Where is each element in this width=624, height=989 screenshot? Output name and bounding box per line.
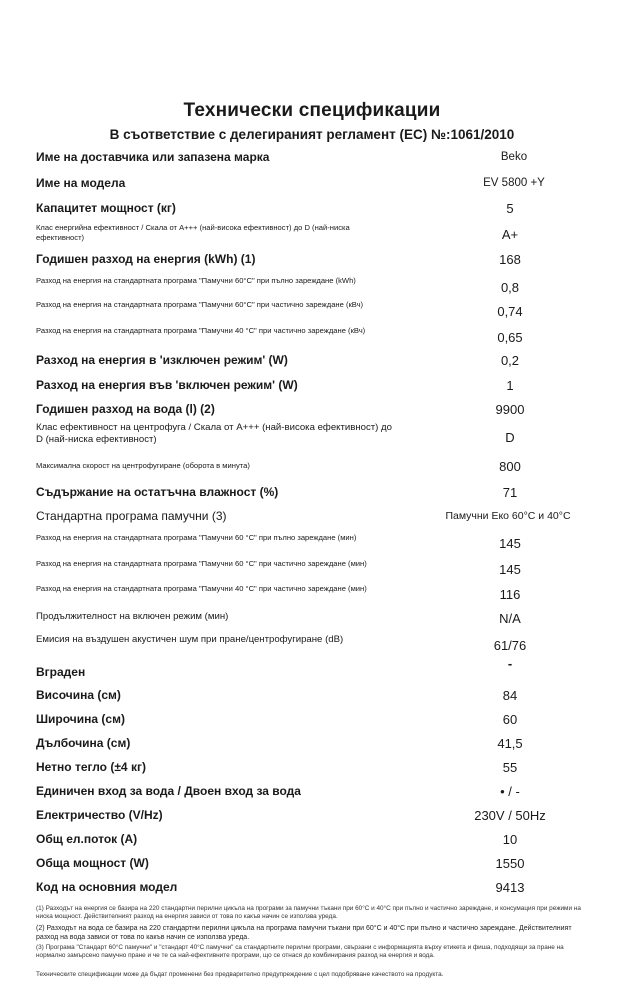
spec-label: Продължителност на включен режим (мин) (36, 611, 229, 622)
spec-value: Памучни Еко 60°C и 40°C (445, 510, 571, 522)
spec-label: Име на модела (36, 176, 126, 190)
spec-label: Съдържание на остатъчна влажност (%) (36, 485, 279, 499)
spec-value: 5 (506, 201, 514, 216)
spec-label: Електричество (V/Hz) (36, 808, 163, 822)
spec-label: Годишен разход на енергия (kWh) (1) (36, 252, 256, 266)
spec-label: Единичен вход за вода / Двоен вход за вода (36, 784, 301, 798)
spec-label: Нетно тегло (±4 кг) (36, 760, 146, 774)
spec-label: Дълбочина (см) (36, 736, 131, 750)
spec-value: 230V / 50Hz (474, 808, 546, 823)
spec-label: Разход на енергия в 'изключен режим' (W) (36, 353, 288, 367)
spec-label: Максимална скорост на центрофугиране (оборота в минута) (36, 461, 250, 470)
spec-value: 168 (499, 252, 521, 267)
spec-value: 145 (499, 562, 521, 577)
spec-label: Разход на енергия на стандартната програма "Памучни 40 °C" при частично зареждане (мин) (36, 584, 367, 593)
spec-label: Обща мощност (W) (36, 856, 149, 870)
spec-label: Капацитет мощност (кг) (36, 201, 176, 215)
spec-label: Код на основния модел (36, 880, 178, 894)
spec-value: 55 (502, 760, 518, 775)
spec-value: EV 5800 +Y (483, 177, 545, 189)
footnote-3: (3) Програма "Стандарт 60°C памучни" и "стандарт 40°C памучни" са стандартните перилни програми, свързани с информацията върху етикета и фиша, подходящи за пране на нормално замърсено памучно пране и че те са най-ефективните програми, що се отнася до комбинирания разход на енергия и вода. (36, 944, 564, 959)
page-subtitle: В съответствие с делегираният регламент (ЕС) №:1061/2010 (109, 127, 515, 142)
spec-value: 9413 (495, 880, 525, 895)
spec-value: 800 (499, 459, 521, 474)
spec-label: Вграден (36, 665, 86, 679)
spec-value: Beko (500, 151, 528, 163)
spec-value: D (505, 430, 515, 445)
spec-value: 1 (506, 378, 514, 393)
spec-label: Разход на енергия на стандартната програма "Памучни 60°C" при пълно зареждане (kWh) (36, 276, 356, 285)
spec-value: 0,65 (497, 330, 523, 345)
spec-value: 145 (499, 536, 521, 551)
spec-value: • / - (500, 784, 520, 799)
spec-label: Име на доставчика или запазена марка (36, 150, 270, 164)
spec-value: 60 (502, 712, 518, 727)
spec-value: N/A (499, 611, 521, 626)
spec-value: 41,5 (497, 736, 523, 751)
spec-label: Клас ефективност на центрофуга / Скала от A+++ (най-висока ефективност) до D (най-ниска ефективност) (36, 422, 392, 445)
spec-value: A+ (501, 227, 519, 242)
spec-label: Стандартна програма памучни (3) (36, 509, 227, 523)
spec-value: 84 (502, 688, 518, 703)
spec-value: 1550 (495, 856, 525, 871)
spec-label: Разход на енергия на стандартната програма "Памучни 40 °C" при частично зареждане (кВч) (36, 326, 366, 335)
spec-value: 116 (499, 587, 521, 602)
spec-value: 0,74 (497, 304, 523, 319)
spec-value: 71 (502, 485, 518, 500)
spec-value: 0,8 (500, 280, 520, 295)
spec-label: Клас енергийна ефективност / Скала от A+++ (най-висока ефективност) до D (най-ниска ефективност) (36, 223, 350, 242)
spec-label: Разход на енергия на стандартната програма "Памучни 60 °C" при пълно зареждане (мин) (36, 533, 357, 542)
footnote-1: (1) Разходът на енергия се базира на 220 стандартни перилни цикъла на програми за памучни тъкани при 60°C и 40°C при пълно и частично зареждане, и консумация при режими на ниска мощност. Действителният разход на енергия зависи от това по какъв начин се използва уреда. (36, 905, 581, 920)
spec-label: Общ ел.поток (A) (36, 832, 138, 846)
spec-value: 61/76 (493, 638, 527, 653)
spec-value: 9900 (495, 402, 525, 417)
spec-label: Широчина (см) (36, 712, 125, 726)
page-title: Технически спецификации (183, 100, 441, 121)
spec-label: Разход на енергия на стандартната програма "Памучни 60°C" при частично зареждане (кВч) (36, 300, 364, 309)
spec-label: Емисия на въздушен акустичен шум при пране/центрофугиране (dB) (36, 634, 344, 645)
spec-label: Височина (см) (36, 688, 121, 702)
spec-value: - (507, 656, 513, 671)
spec-value: 10 (502, 832, 518, 847)
footnote-4: Техническите спецификации може да бъдат променени без предварително предупреждение с цел подобряване качеството на продукта. (36, 971, 444, 978)
spec-label: Разход на енергия на стандартната програма "Памучни 60 °C" при частично зареждане (мин) (36, 559, 367, 568)
footnote-2: (2) Разходът на вода се базира на 220 стандартни перилни цикъла на програма памучни тъкани при 60°C и 40°C при пълно и частично зареждане. Действителният разход на вода зависи от това по какъв начин се използва уреда. (36, 925, 572, 941)
spec-label: Разход на енергия във 'включен режим' (W) (36, 378, 298, 392)
spec-label: Годишен разход на вода (l) (2) (36, 402, 215, 416)
spec-value: 0,2 (500, 353, 520, 368)
